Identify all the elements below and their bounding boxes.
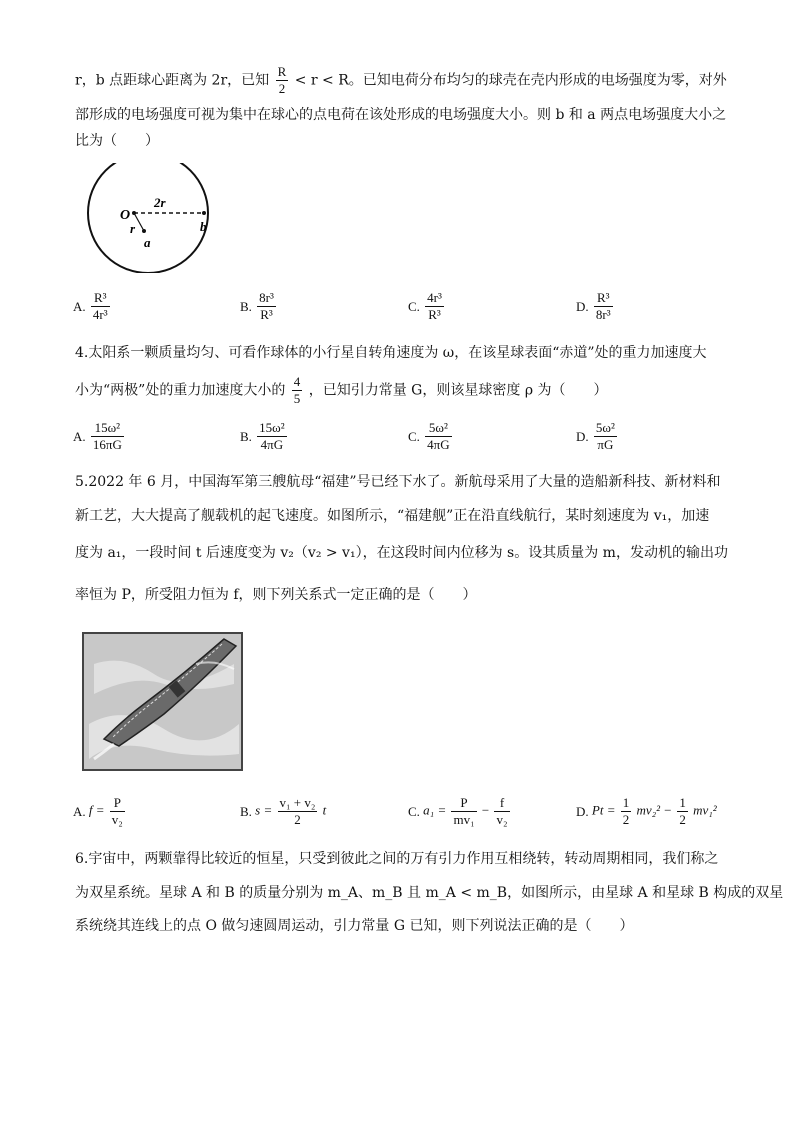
label-2r: 2r: [154, 195, 166, 210]
q3-line-1: r，b 点距球心距离为 2r，已知 $\frac{R}{2}$ < r < R。已知电荷分布均匀的球壳在壳内形成的电场强度为零，对外: [75, 64, 727, 96]
radius-r-line: [134, 213, 144, 231]
label-o: O: [120, 208, 131, 223]
carrier-photo: [82, 632, 243, 771]
q5-option-d[interactable]: D. Pt = $\frac{1}{2}$ mv₂² − $\frac{1}{2}$ mv₁²: [576, 795, 717, 827]
q4-line-2: 小为“两极”处的重力加速度大小的 $\frac{4}{5}$ ，已知引力常量 G，则该星球密度 ρ 为（ ）: [75, 374, 608, 406]
q6-line-2: 为双星系统。星球 A 和 B 的质量分别为 m_A、m_B 且 m_A < m_B，如图所示，由星球 A 和星球 B 构成的双星: [75, 885, 784, 901]
q5-option-b[interactable]: B. s = $\frac{\text{v₁ + v₂}}{2}$ t: [240, 795, 327, 827]
q5-line-4: 率恒为 P，所受阻力恒为 f，则下列关系式一定正确的是（ ）: [75, 587, 477, 603]
q6-line-1: 6.宇宙中，两颗靠得比较近的恒星，只受到彼此之间的万有引力作用互相绕转，转动周期相同，我们称之: [75, 851, 719, 867]
sphere-circle: [88, 163, 208, 273]
frac-4-over-5: $\frac{4}{5}$: [293, 374, 301, 406]
q3-line-2: 部形成的电场强度可视为集中在球心的点电荷在该处形成的电场强度大小。则 b 和 a 两点电场强度大小之: [75, 107, 727, 123]
point-a: [142, 229, 146, 233]
label-a: a: [144, 235, 151, 250]
q5-line-2: 新工艺，大大提高了舰载机的起飞速度。如图所示，“福建舰”正在沿直线航行，某时刻速度为 v₁，加速: [75, 508, 710, 524]
carrier-illustration: [84, 634, 241, 769]
frac-r-over-2: $\frac{R}{2}$: [277, 64, 287, 96]
q4-option-d[interactable]: D. $\frac{\text{5ω²}}{\pi G}$: [576, 420, 615, 452]
q3-option-a[interactable]: A. $\frac{\text{R³}}{\text{4r³}}$: [73, 290, 108, 322]
q3-option-b[interactable]: B. $\frac{\text{8r³}}{\text{R³}}$: [240, 290, 274, 322]
q3-option-c[interactable]: C. $\frac{\text{4r³}}{\text{R³}}$: [408, 290, 442, 322]
q5-option-a[interactable]: A. f = $\frac{P}{\text{v₂}}$: [73, 795, 123, 827]
q4-option-a[interactable]: A. $\frac{\text{15ω²}}{16\pi G}$: [73, 420, 122, 452]
q5-line-3: 度为 a₁，一段时间 t 后速度变为 v₂（v₂ > v₁），在这段时间内位移为 s。设其质量为 m，发动机的输出功: [75, 545, 728, 561]
q6-line-3: 系统绕其连线上的点 O 做匀速圆周运动，引力常量 G 已知，则下列说法正确的是（ ）: [75, 918, 634, 934]
q5-option-c[interactable]: C. a₁ = $\frac{P}{\text{mv₁}}$ − $\frac{f}{\text{v₂}}$: [408, 795, 508, 827]
q3-option-d[interactable]: D. $\frac{\text{R³}}{\text{8r³}}$: [576, 290, 611, 322]
q5-line-1: 5.2022 年 6 月，中国海军第三艘航母“福建”号已经下水了。新航母采用了大量的造船新科技、新材料和: [75, 474, 721, 490]
label-b: b: [200, 219, 207, 234]
q4-option-b[interactable]: B. $\frac{\text{15ω²}}{4\pi G}$: [240, 420, 285, 452]
sphere-figure: [82, 163, 222, 273]
q4-line-1: 4.太阳系一颗质量均匀、可看作球体的小行星自转角速度为 ω，在该星球表面“赤道”处的重力加速度大: [75, 345, 707, 361]
point-b: [202, 211, 206, 215]
label-r: r: [130, 221, 136, 236]
q4-option-c[interactable]: C. $\frac{\text{5ω²}}{4\pi G}$: [408, 420, 450, 452]
q3-line-3: 比为（ ）: [75, 133, 159, 149]
